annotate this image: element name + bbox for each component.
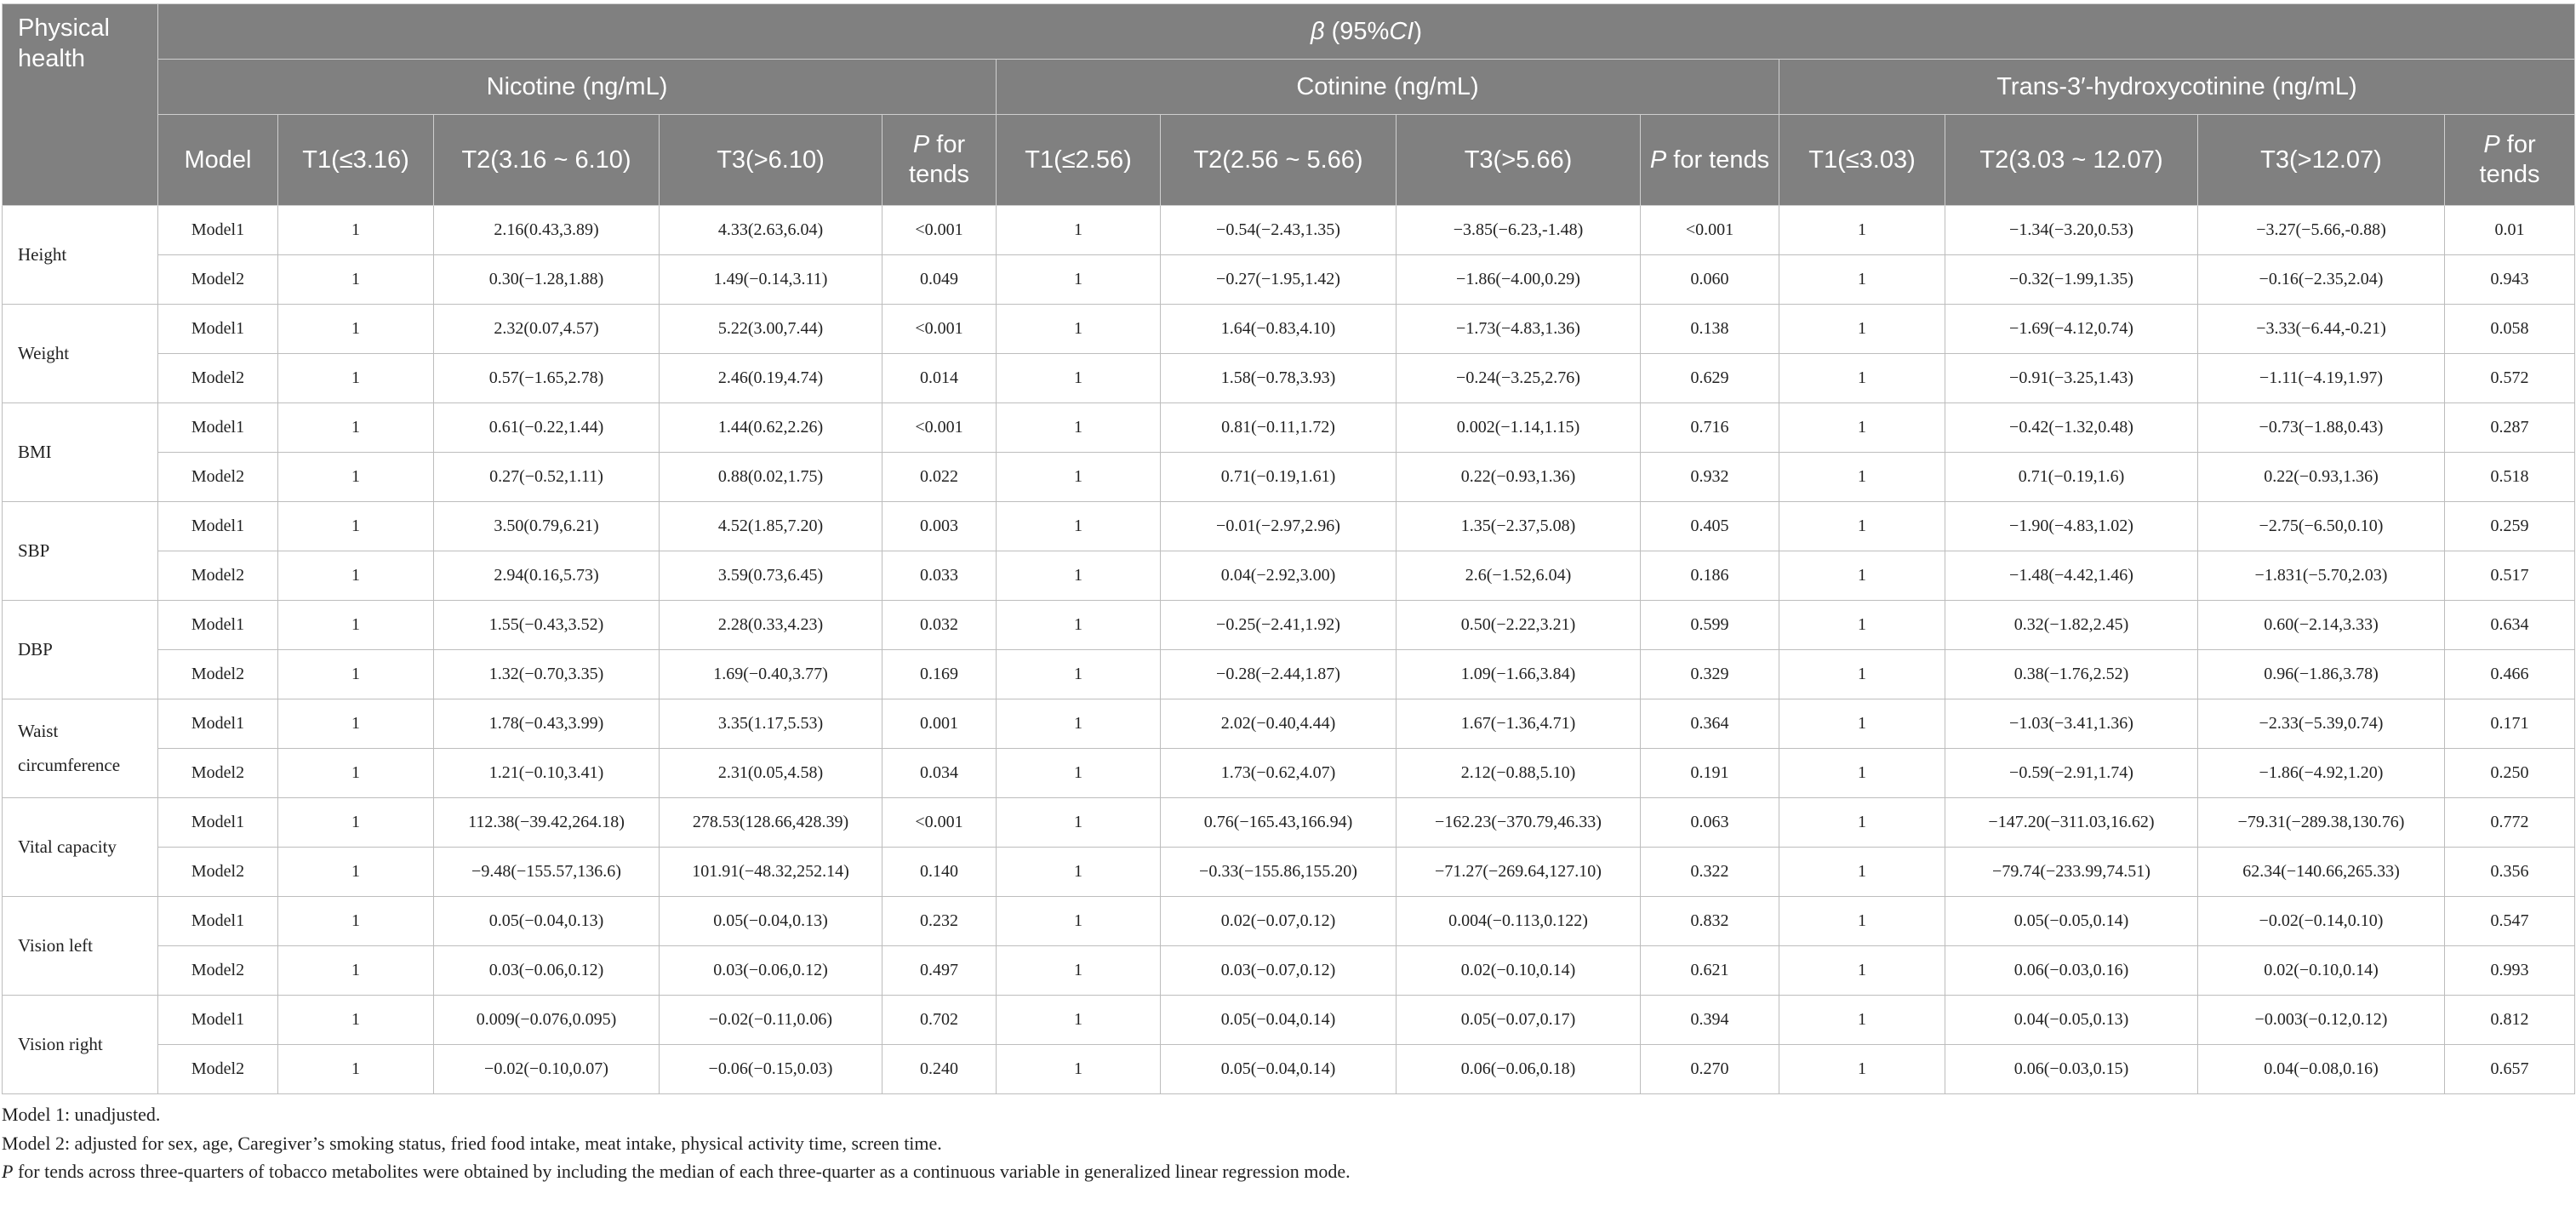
results-document	[2, 3, 2574, 1189]
nicotine-t1-cell: 1	[278, 206, 434, 255]
beta-ci-header	[158, 4, 2575, 60]
nicotine-p-cell: 0.497	[882, 946, 997, 996]
row-label: BMI	[3, 403, 158, 502]
cotinine-p-cell: 0.405	[1641, 502, 1779, 551]
cotinine-p-cell: 0.932	[1641, 453, 1779, 502]
nicotine-p-cell: 0.034	[882, 749, 997, 798]
cotinine-p-cell: 0.599	[1641, 601, 1779, 650]
nicotine-t1-cell: 1	[278, 946, 434, 996]
hydroxycotinine-t3-cell: −2.75(−6.50,0.10)	[2198, 502, 2445, 551]
hydroxycotinine-t1-cell: 1	[1779, 848, 1945, 897]
hydroxycotinine-t2-cell: −1.69(−4.12,0.74)	[1945, 305, 2198, 354]
hydroxycotinine-p-header	[2445, 115, 2575, 206]
cotinine-t3-cell: 0.06(−0.06,0.18)	[1397, 1045, 1641, 1094]
hydroxycotinine-t1-cell: 1	[1779, 946, 1945, 996]
nicotine-t3-cell: 3.35(1.17,5.53)	[660, 699, 882, 749]
nicotine-t1-cell: 1	[278, 502, 434, 551]
cotinine-t2-cell: 0.05(−0.04,0.14)	[1161, 996, 1397, 1045]
table-row	[3, 255, 2575, 305]
hydroxycotinine-t2-cell: −147.20(−311.03,16.62)	[1945, 798, 2198, 848]
cotinine-t1-cell: 1	[997, 305, 1161, 354]
cotinine-t3-cell: 1.67(−1.36,4.71)	[1397, 699, 1641, 749]
nicotine-t2-cell: 1.78(−0.43,3.99)	[434, 699, 660, 749]
p-italic: P	[2, 1161, 14, 1183]
cotinine-p-cell: 0.191	[1641, 749, 1779, 798]
model-cell: Model1	[158, 305, 278, 354]
cotinine-t2-cell: 0.05(−0.04,0.14)	[1161, 1045, 1397, 1094]
nicotine-t3-cell: 0.88(0.02,1.75)	[660, 453, 882, 502]
hydroxycotinine-t2-cell: −0.59(−2.91,1.74)	[1945, 749, 2198, 798]
hydroxycotinine-t2-cell: −0.32(−1.99,1.35)	[1945, 255, 2198, 305]
model-cell: Model2	[158, 1045, 278, 1094]
nicotine-p-cell: 0.240	[882, 1045, 997, 1094]
cotinine-t1-cell: 1	[997, 699, 1161, 749]
cotinine-t1-cell: 1	[997, 1045, 1161, 1094]
nicotine-t1-cell: 1	[278, 255, 434, 305]
nicotine-p-cell: 0.022	[882, 453, 997, 502]
hydroxycotinine-t2-cell: 0.71(−0.19,1.6)	[1945, 453, 2198, 502]
nicotine-p-cell: 0.032	[882, 601, 997, 650]
hydroxycotinine-t1-cell: 1	[1779, 749, 1945, 798]
nicotine-t3-cell: 3.59(0.73,6.45)	[660, 551, 882, 601]
model-cell: Model1	[158, 798, 278, 848]
row-label: Vision right	[3, 996, 158, 1094]
nicotine-t2-cell: 2.16(0.43,3.89)	[434, 206, 660, 255]
cotinine-t3-cell: 0.002(−1.14,1.15)	[1397, 403, 1641, 453]
nicotine-t2-cell: 1.32(−0.70,3.35)	[434, 650, 660, 699]
nicotine-p-cell: <0.001	[882, 206, 997, 255]
hydroxycotinine-p-cell: 0.466	[2445, 650, 2575, 699]
cotinine-t3-cell: −3.85(−6.23,-1.48)	[1397, 206, 1641, 255]
p-rest: for tends	[909, 131, 969, 188]
hydroxycotinine-t3-cell: −0.02(−0.14,0.10)	[2198, 897, 2445, 946]
cotinine-p-cell: 0.716	[1641, 403, 1779, 453]
nicotine-p-cell: <0.001	[882, 403, 997, 453]
cotinine-t2-header: T2(2.56 ~ 5.66)	[1161, 115, 1397, 206]
p-rest: for tends	[2479, 131, 2540, 188]
model-cell: Model2	[158, 255, 278, 305]
cotinine-t1-cell: 1	[997, 798, 1161, 848]
cotinine-p-cell: 0.186	[1641, 551, 1779, 601]
cotinine-p-cell: 0.832	[1641, 897, 1779, 946]
cotinine-t3-cell: −1.73(−4.83,1.36)	[1397, 305, 1641, 354]
hydroxycotinine-t2-cell: −1.03(−3.41,1.36)	[1945, 699, 2198, 749]
nicotine-t1-cell: 1	[278, 749, 434, 798]
nicotine-t1-cell: 1	[278, 798, 434, 848]
cotinine-t2-cell: 0.03(−0.07,0.12)	[1161, 946, 1397, 996]
cotinine-p-cell: 0.060	[1641, 255, 1779, 305]
beta-symbol: β	[1310, 17, 1325, 45]
model-cell: Model2	[158, 650, 278, 699]
cotinine-p-header	[1641, 115, 1779, 206]
nicotine-t3-cell: 4.52(1.85,7.20)	[660, 502, 882, 551]
table-body	[3, 206, 2575, 1094]
hydroxycotinine-t3-cell: −0.003(−0.12,0.12)	[2198, 996, 2445, 1045]
hydroxycotinine-p-cell: 0.943	[2445, 255, 2575, 305]
nicotine-t1-cell: 1	[278, 305, 434, 354]
nicotine-t3-cell: 278.53(128.66,428.39)	[660, 798, 882, 848]
hydroxycotinine-p-cell: 0.634	[2445, 601, 2575, 650]
cotinine-t3-cell: 0.05(−0.07,0.17)	[1397, 996, 1641, 1045]
hydroxycotinine-t2-cell: 0.32(−1.82,2.45)	[1945, 601, 2198, 650]
cotinine-t1-cell: 1	[997, 551, 1161, 601]
table-row	[3, 996, 2575, 1045]
table-row	[3, 699, 2575, 749]
table-row	[3, 897, 2575, 946]
model-cell: Model1	[158, 996, 278, 1045]
nicotine-t1-cell: 1	[278, 354, 434, 403]
nicotine-t3-cell: 0.03(−0.06,0.12)	[660, 946, 882, 996]
hydroxycotinine-t1-cell: 1	[1779, 897, 1945, 946]
hydroxycotinine-t3-cell: −3.33(−6.44,-0.21)	[2198, 305, 2445, 354]
table-row	[3, 403, 2575, 453]
nicotine-t3-cell: 1.49(−0.14,3.11)	[660, 255, 882, 305]
nicotine-p-cell: 0.232	[882, 897, 997, 946]
table-row	[3, 354, 2575, 403]
hydroxycotinine-t3-cell: −1.11(−4.19,1.97)	[2198, 354, 2445, 403]
nicotine-t3-cell: 101.91(−48.32,252.14)	[660, 848, 882, 897]
table-row	[3, 305, 2575, 354]
table-row	[3, 453, 2575, 502]
nicotine-t1-cell: 1	[278, 848, 434, 897]
cotinine-t2-cell: −0.28(−2.44,1.87)	[1161, 650, 1397, 699]
cotinine-t1-cell: 1	[997, 206, 1161, 255]
cotinine-p-cell: 0.621	[1641, 946, 1779, 996]
cotinine-t2-cell: 0.76(−165.43,166.94)	[1161, 798, 1397, 848]
hydroxycotinine-t2-cell: −79.74(−233.99,74.51)	[1945, 848, 2198, 897]
nicotine-t2-cell: 0.61(−0.22,1.44)	[434, 403, 660, 453]
hydroxycotinine-p-cell: 0.812	[2445, 996, 2575, 1045]
hydroxycotinine-t3-cell: 0.04(−0.08,0.16)	[2198, 1045, 2445, 1094]
cotinine-t3-cell: −1.86(−4.00,0.29)	[1397, 255, 1641, 305]
nicotine-t1-cell: 1	[278, 601, 434, 650]
table-row	[3, 848, 2575, 897]
hydroxycotinine-t1-cell: 1	[1779, 255, 1945, 305]
cotinine-t1-header: T1(≤2.56)	[997, 115, 1161, 206]
hydroxycotinine-p-cell: 0.518	[2445, 453, 2575, 502]
hydroxycotinine-t2-cell: −1.48(−4.42,1.46)	[1945, 551, 2198, 601]
hydroxycotinine-group-header: Trans-3′-hydroxycotinine (ng/mL)	[1779, 60, 2575, 115]
hydroxycotinine-t2-cell: −0.42(−1.32,0.48)	[1945, 403, 2198, 453]
hydroxycotinine-t2-cell: 0.06(−0.03,0.16)	[1945, 946, 2198, 996]
cotinine-p-cell: <0.001	[1641, 206, 1779, 255]
hydroxycotinine-t1-cell: 1	[1779, 1045, 1945, 1094]
cotinine-t2-cell: 0.04(−2.92,3.00)	[1161, 551, 1397, 601]
nicotine-p-header	[882, 115, 997, 206]
nicotine-t2-cell: 2.94(0.16,5.73)	[434, 551, 660, 601]
cotinine-t1-cell: 1	[997, 650, 1161, 699]
nicotine-p-cell: 0.001	[882, 699, 997, 749]
nicotine-group-header: Nicotine (ng/mL)	[158, 60, 997, 115]
table-row	[3, 551, 2575, 601]
nicotine-t2-cell: −0.02(−0.10,0.07)	[434, 1045, 660, 1094]
nicotine-t3-header: T3(>6.10)	[660, 115, 882, 206]
cotinine-t3-cell: −71.27(−269.64,127.10)	[1397, 848, 1641, 897]
hydroxycotinine-t2-cell: 0.05(−0.05,0.14)	[1945, 897, 2198, 946]
hydroxycotinine-t1-cell: 1	[1779, 699, 1945, 749]
hydroxycotinine-t3-cell: −3.27(−5.66,-0.88)	[2198, 206, 2445, 255]
hydroxycotinine-t2-cell: 0.38(−1.76,2.52)	[1945, 650, 2198, 699]
table-row	[3, 502, 2575, 551]
nicotine-t2-cell: 112.38(−39.42,264.18)	[434, 798, 660, 848]
model-cell: Model1	[158, 601, 278, 650]
hydroxycotinine-t2-cell: −1.34(−3.20,0.53)	[1945, 206, 2198, 255]
cotinine-t3-cell: 0.02(−0.10,0.14)	[1397, 946, 1641, 996]
results-table	[2, 3, 2575, 1094]
cotinine-t2-cell: 1.73(−0.62,4.07)	[1161, 749, 1397, 798]
model-cell: Model2	[158, 848, 278, 897]
cotinine-t3-cell: 2.6(−1.52,6.04)	[1397, 551, 1641, 601]
cotinine-t2-cell: −0.27(−1.95,1.42)	[1161, 255, 1397, 305]
row-label: Vision left	[3, 897, 158, 996]
beta-text: (95%	[1324, 17, 1390, 45]
hydroxycotinine-t2-cell: 0.04(−0.05,0.13)	[1945, 996, 2198, 1045]
row-label: SBP	[3, 502, 158, 601]
nicotine-t3-cell: 5.22(3.00,7.44)	[660, 305, 882, 354]
hydroxycotinine-t3-cell: −1.86(−4.92,1.20)	[2198, 749, 2445, 798]
table-row	[3, 206, 2575, 255]
nicotine-p-cell: 0.140	[882, 848, 997, 897]
nicotine-t2-cell: −9.48(−155.57,136.6)	[434, 848, 660, 897]
nicotine-p-cell: 0.049	[882, 255, 997, 305]
cotinine-t1-cell: 1	[997, 897, 1161, 946]
nicotine-p-cell: <0.001	[882, 798, 997, 848]
hydroxycotinine-t3-header: T3(>12.07)	[2198, 115, 2445, 206]
nicotine-t1-cell: 1	[278, 996, 434, 1045]
nicotine-t1-cell: 1	[278, 551, 434, 601]
footnote-p-trend-text: for tends across three-quarters of tobacco metabolites were obtained by including the median of each three-quarter as a continuous variable in generalized linear regression mode.	[13, 1161, 1351, 1183]
ci-text: CI	[1389, 17, 1414, 45]
nicotine-t1-header: T1(≤3.16)	[278, 115, 434, 206]
hydroxycotinine-t3-cell: 0.96(−1.86,3.78)	[2198, 650, 2445, 699]
hydroxycotinine-t2-cell: 0.06(−0.03,0.15)	[1945, 1045, 2198, 1094]
nicotine-t3-cell: 1.44(0.62,2.26)	[660, 403, 882, 453]
hydroxycotinine-t1-header: T1(≤3.03)	[1779, 115, 1945, 206]
cotinine-t3-cell: −0.24(−3.25,2.76)	[1397, 354, 1641, 403]
cotinine-t3-cell: 0.22(−0.93,1.36)	[1397, 453, 1641, 502]
p-italic: P	[2483, 131, 2500, 159]
nicotine-t2-cell: 0.009(−0.076,0.095)	[434, 996, 660, 1045]
nicotine-t3-cell: 2.31(0.05,4.58)	[660, 749, 882, 798]
cotinine-p-cell: 0.329	[1641, 650, 1779, 699]
cotinine-t1-cell: 1	[997, 403, 1161, 453]
hydroxycotinine-t1-cell: 1	[1779, 305, 1945, 354]
cotinine-t2-cell: 1.58(−0.78,3.93)	[1161, 354, 1397, 403]
cotinine-t2-cell: −0.25(−2.41,1.92)	[1161, 601, 1397, 650]
cotinine-t1-cell: 1	[997, 601, 1161, 650]
nicotine-p-cell: 0.003	[882, 502, 997, 551]
nicotine-t3-cell: −0.02(−0.11,0.06)	[660, 996, 882, 1045]
cotinine-t3-cell: 1.09(−1.66,3.84)	[1397, 650, 1641, 699]
nicotine-t1-cell: 1	[278, 699, 434, 749]
cotinine-t2-cell: −0.01(−2.97,2.96)	[1161, 502, 1397, 551]
hydroxycotinine-t3-cell: 0.22(−0.93,1.36)	[2198, 453, 2445, 502]
nicotine-p-cell: 0.169	[882, 650, 997, 699]
nicotine-p-cell: <0.001	[882, 305, 997, 354]
nicotine-t2-header: T2(3.16 ~ 6.10)	[434, 115, 660, 206]
hydroxycotinine-p-cell: 0.250	[2445, 749, 2575, 798]
model-cell: Model2	[158, 749, 278, 798]
nicotine-p-cell: 0.014	[882, 354, 997, 403]
nicotine-t2-cell: 2.32(0.07,4.57)	[434, 305, 660, 354]
cotinine-p-cell: 0.322	[1641, 848, 1779, 897]
cotinine-t2-cell: 1.64(−0.83,4.10)	[1161, 305, 1397, 354]
row-label: DBP	[3, 601, 158, 699]
nicotine-t1-cell: 1	[278, 453, 434, 502]
table-row	[3, 650, 2575, 699]
model-cell: Model2	[158, 551, 278, 601]
hydroxycotinine-t1-cell: 1	[1779, 996, 1945, 1045]
table-footnotes	[2, 1103, 2574, 1185]
row-label: Height	[3, 206, 158, 305]
p-italic: P	[1649, 146, 1667, 174]
table-row	[3, 798, 2575, 848]
cotinine-t1-cell: 1	[997, 848, 1161, 897]
hydroxycotinine-t2-cell: −0.91(−3.25,1.43)	[1945, 354, 2198, 403]
cotinine-t3-cell: 1.35(−2.37,5.08)	[1397, 502, 1641, 551]
table-header	[3, 4, 2575, 206]
cotinine-t1-cell: 1	[997, 453, 1161, 502]
hydroxycotinine-t1-cell: 1	[1779, 403, 1945, 453]
hydroxycotinine-t1-cell: 1	[1779, 453, 1945, 502]
hydroxycotinine-t1-cell: 1	[1779, 798, 1945, 848]
nicotine-t2-cell: 3.50(0.79,6.21)	[434, 502, 660, 551]
cotinine-t2-cell: 0.02(−0.07,0.12)	[1161, 897, 1397, 946]
cotinine-t2-cell: 0.81(−0.11,1.72)	[1161, 403, 1397, 453]
hydroxycotinine-t3-cell: −79.31(−289.38,130.76)	[2198, 798, 2445, 848]
cotinine-t2-cell: 2.02(−0.40,4.44)	[1161, 699, 1397, 749]
cotinine-t1-cell: 1	[997, 255, 1161, 305]
model-cell: Model1	[158, 206, 278, 255]
footnote-model2: Model 2: adjusted for sex, age, Caregiver’s smoking status, fried food intake, meat intake, physical activity time, screen time.	[2, 1132, 942, 1154]
nicotine-t2-cell: 0.27(−0.52,1.11)	[434, 453, 660, 502]
hydroxycotinine-t3-cell: −0.73(−1.88,0.43)	[2198, 403, 2445, 453]
nicotine-t3-cell: 2.28(0.33,4.23)	[660, 601, 882, 650]
nicotine-t2-cell: 0.03(−0.06,0.12)	[434, 946, 660, 996]
nicotine-t3-cell: 2.46(0.19,4.74)	[660, 354, 882, 403]
hydroxycotinine-t3-cell: −2.33(−5.39,0.74)	[2198, 699, 2445, 749]
hydroxycotinine-p-cell: 0.657	[2445, 1045, 2575, 1094]
nicotine-p-cell: 0.702	[882, 996, 997, 1045]
hydroxycotinine-t1-cell: 1	[1779, 502, 1945, 551]
cotinine-t3-cell: 2.12(−0.88,5.10)	[1397, 749, 1641, 798]
cotinine-t3-header: T3(>5.66)	[1397, 115, 1641, 206]
hydroxycotinine-p-cell: 0.01	[2445, 206, 2575, 255]
footnote-model1: Model 1: unadjusted.	[2, 1104, 161, 1125]
hydroxycotinine-p-cell: 0.259	[2445, 502, 2575, 551]
cotinine-p-cell: 0.138	[1641, 305, 1779, 354]
cotinine-t1-cell: 1	[997, 502, 1161, 551]
cotinine-t3-cell: 0.004(−0.113,0.122)	[1397, 897, 1641, 946]
nicotine-t3-cell: 0.05(−0.04,0.13)	[660, 897, 882, 946]
hydroxycotinine-p-cell: 0.772	[2445, 798, 2575, 848]
cotinine-t2-cell: −0.33(−155.86,155.20)	[1161, 848, 1397, 897]
hydroxycotinine-p-cell: 0.058	[2445, 305, 2575, 354]
model-col-header: Model	[158, 115, 278, 206]
hydroxycotinine-t2-header: T2(3.03 ~ 12.07)	[1945, 115, 2198, 206]
cotinine-t3-cell: −162.23(−370.79,46.33)	[1397, 798, 1641, 848]
nicotine-p-cell: 0.033	[882, 551, 997, 601]
cotinine-group-header: Cotinine (ng/mL)	[997, 60, 1779, 115]
nicotine-t1-cell: 1	[278, 403, 434, 453]
model-cell: Model2	[158, 946, 278, 996]
model-cell: Model2	[158, 354, 278, 403]
nicotine-t1-cell: 1	[278, 650, 434, 699]
hydroxycotinine-p-cell: 0.287	[2445, 403, 2575, 453]
hydroxycotinine-p-cell: 0.547	[2445, 897, 2575, 946]
row-label: Weight	[3, 305, 158, 403]
physical-health-header: Physical health	[3, 4, 158, 206]
cotinine-t1-cell: 1	[997, 946, 1161, 996]
cotinine-p-cell: 0.364	[1641, 699, 1779, 749]
model-cell: Model1	[158, 403, 278, 453]
table-row	[3, 946, 2575, 996]
cotinine-p-cell: 0.270	[1641, 1045, 1779, 1094]
nicotine-t3-cell: 4.33(2.63,6.04)	[660, 206, 882, 255]
cotinine-t1-cell: 1	[997, 996, 1161, 1045]
nicotine-t2-cell: 0.57(−1.65,2.78)	[434, 354, 660, 403]
p-rest: for tends	[1666, 146, 1770, 174]
model-cell: Model2	[158, 453, 278, 502]
hydroxycotinine-t3-cell: −0.16(−2.35,2.04)	[2198, 255, 2445, 305]
hydroxycotinine-p-cell: 0.356	[2445, 848, 2575, 897]
footnote-p-trend	[2, 1160, 2574, 1185]
hydroxycotinine-t1-cell: 1	[1779, 206, 1945, 255]
cotinine-t2-cell: 0.71(−0.19,1.61)	[1161, 453, 1397, 502]
hydroxycotinine-p-cell: 0.171	[2445, 699, 2575, 749]
hydroxycotinine-t1-cell: 1	[1779, 551, 1945, 601]
table-row	[3, 749, 2575, 798]
hydroxycotinine-t3-cell: 0.60(−2.14,3.33)	[2198, 601, 2445, 650]
model-cell: Model1	[158, 502, 278, 551]
table-row	[3, 1045, 2575, 1094]
hydroxycotinine-t3-cell: −1.831(−5.70,2.03)	[2198, 551, 2445, 601]
cotinine-t2-cell: −0.54(−2.43,1.35)	[1161, 206, 1397, 255]
nicotine-t2-cell: 0.30(−1.28,1.88)	[434, 255, 660, 305]
cotinine-t1-cell: 1	[997, 354, 1161, 403]
cotinine-t1-cell: 1	[997, 749, 1161, 798]
nicotine-t2-cell: 1.21(−0.10,3.41)	[434, 749, 660, 798]
hydroxycotinine-p-cell: 0.993	[2445, 946, 2575, 996]
nicotine-t1-cell: 1	[278, 1045, 434, 1094]
cotinine-p-cell: 0.629	[1641, 354, 1779, 403]
model-cell: Model1	[158, 699, 278, 749]
hydroxycotinine-p-cell: 0.517	[2445, 551, 2575, 601]
cotinine-p-cell: 0.394	[1641, 996, 1779, 1045]
nicotine-t1-cell: 1	[278, 897, 434, 946]
cotinine-t3-cell: 0.50(−2.22,3.21)	[1397, 601, 1641, 650]
hydroxycotinine-t3-cell: 62.34(−140.66,265.33)	[2198, 848, 2445, 897]
nicotine-t2-cell: 1.55(−0.43,3.52)	[434, 601, 660, 650]
p-italic: P	[912, 131, 930, 159]
cotinine-p-cell: 0.063	[1641, 798, 1779, 848]
row-label: Vital capacity	[3, 798, 158, 897]
hydroxycotinine-t1-cell: 1	[1779, 354, 1945, 403]
hydroxycotinine-t3-cell: 0.02(−0.10,0.14)	[2198, 946, 2445, 996]
hydroxycotinine-t1-cell: 1	[1779, 601, 1945, 650]
table-row	[3, 601, 2575, 650]
beta-close: )	[1414, 17, 1422, 45]
nicotine-t3-cell: −0.06(−0.15,0.03)	[660, 1045, 882, 1094]
model-cell: Model1	[158, 897, 278, 946]
nicotine-t3-cell: 1.69(−0.40,3.77)	[660, 650, 882, 699]
hydroxycotinine-t2-cell: −1.90(−4.83,1.02)	[1945, 502, 2198, 551]
hydroxycotinine-t1-cell: 1	[1779, 650, 1945, 699]
hydroxycotinine-p-cell: 0.572	[2445, 354, 2575, 403]
row-label: Waist circumference	[3, 699, 158, 798]
nicotine-t2-cell: 0.05(−0.04,0.13)	[434, 897, 660, 946]
